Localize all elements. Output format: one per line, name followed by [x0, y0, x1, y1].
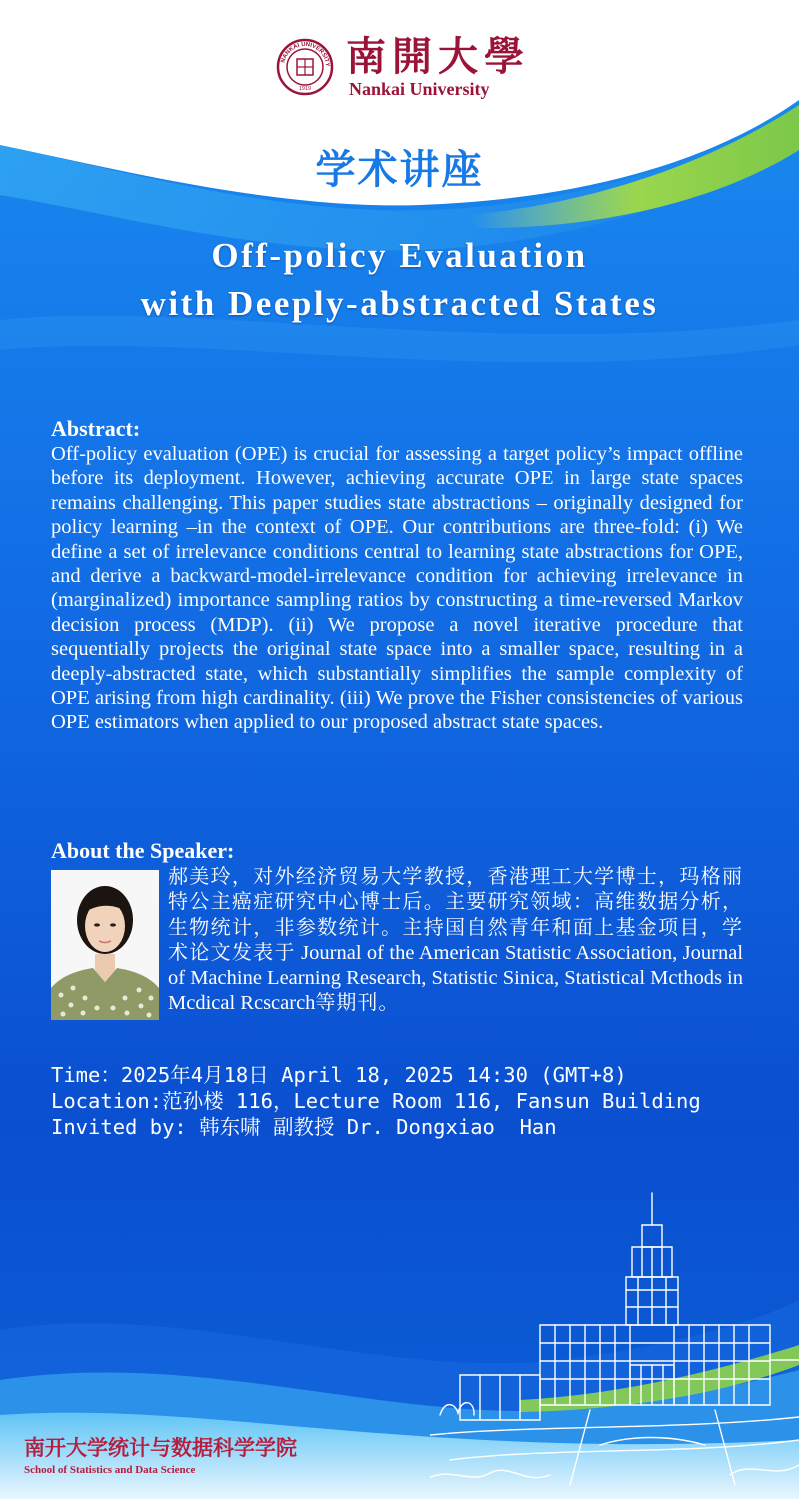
university-name-cn: 南開大學	[346, 33, 530, 80]
university-name-en: Nankai University	[349, 79, 490, 99]
speaker-photo	[51, 870, 159, 1020]
school-name-en: School of Statistics and Data Science	[24, 1464, 196, 1476]
abstract-heading: Abstract:	[51, 416, 141, 441]
seal-text: NANKAI UNIVERSITY	[280, 41, 331, 67]
speaker-bio-tail: 等期刊。	[315, 990, 400, 1015]
speaker-bio-journals: Journal of the American Statistic Association, Journal of Machine Learning Research, Statistic Sinica, Statistical Mcthods in Mcdical Rcscarch	[168, 942, 744, 1015]
nankai-seal-icon	[276, 38, 334, 96]
event-time: Time：2025年4月18日 April 18, 2025 14:30 (GMT+8)	[51, 1063, 627, 1087]
school-name-cn: 南开大学统计与数据科学学院	[24, 1435, 297, 1460]
speaker-heading: About the Speaker:	[51, 838, 235, 863]
title-line-1: Off-policy Evaluation	[211, 236, 588, 275]
event-location: Location:范孙楼 116，Lecture Room 116, Fansun Building	[51, 1089, 701, 1113]
lecture-title	[0, 232, 799, 328]
speaker-bio-cn: 郝美玲，对外经济贸易大学教授，香港理工大学博士，玛格丽特公主癌症研究中心博士后。主要研究领域：高维数据分析，生物统计，非参数统计。主持国自然青年和面上基金项目，学术论文发表于	[168, 864, 743, 965]
speaker-bio	[168, 864, 743, 1015]
title-line-2: with Deeply-abstracted States	[140, 284, 659, 323]
event-invited-by: Invited by: 韩东啸 副教授 Dr. Dongxiao Han	[51, 1115, 557, 1139]
abstract-body: Off-policy evaluation (OPE) is crucial for assessing a target policy’s impact offline before its deployment. However, achieving accurate OPE in large state spaces remains challenging. This paper studies state abstractions – originally designed for policy learning –in the context of OPE. Our contributions are three-fold: (i) We define a set of irrelevance conditions central to learning state abstractions for OPE, and derive a backward-model-irrelevance condition for achieving irrelevance in (marginalized) importance sampling ratios by constructing a time-reversed Markov decision process (MDP). (ii) We propose a novel iterative procedure that sequentially projects the original state space into a smaller space, resulting in a deeply-abstracted state, which substantially simplifies the sample complexity of OPE arising from high cardinality. (iii) We prove the Fisher consistencies of various OPE estimators when applied to our proposed abstract state spaces.	[51, 443, 743, 734]
lecture-label: 学术讲座	[315, 146, 484, 193]
event-info	[51, 1062, 751, 1140]
seal-year: 1919	[298, 86, 312, 92]
main-building-sketch-icon	[430, 1185, 799, 1499]
